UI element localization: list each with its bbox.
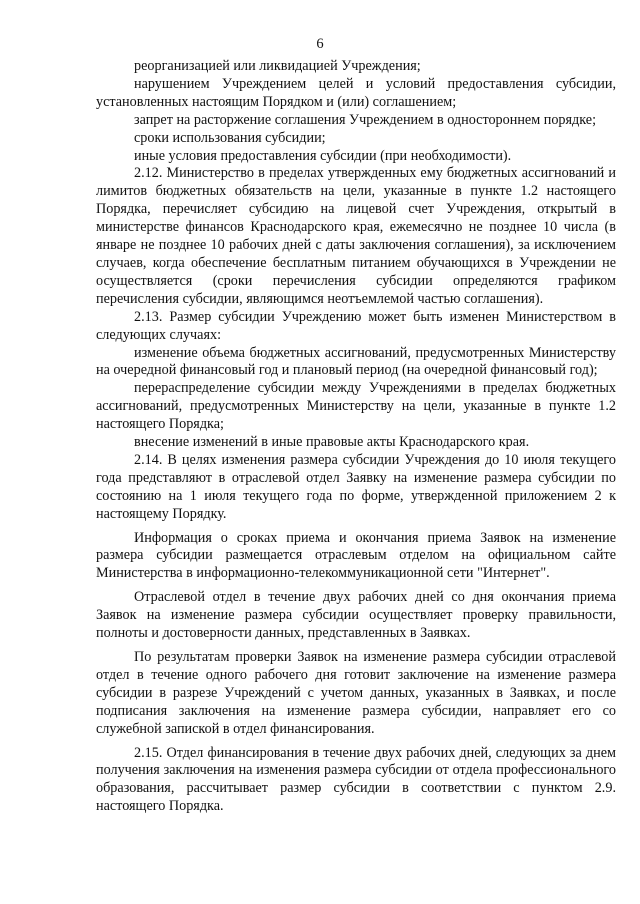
list-item: реорганизацией или ликвидацией Учреждения; (134, 58, 421, 74)
paragraph: По результатам проверки Заявок на изменение размера субсидии отраслевой отдел в течение одного рабочего дня готовит заключение на изменение размера субсидии в разрезе Учреждений с учетом данных, указанных в Заявках, и после подписания заключения на изменение размера субсидии, направляет его со служебной запиской в отдел финансирования. (96, 649, 616, 737)
clause-2-15: 2.15. Отдел финансирования в течение двух рабочих дней, следующих за днем получения заключения на изменения размера субсидии от отдела профессионального образования, рассчитывает размер субсидии в соответствии с пунктом 2.9. настоящего Порядка. (96, 744, 616, 815)
clause-2-12: 2.12. Министерство в пределах утвержденных ему бюджетных ассигнований и лимитов бюджетных обязательств на цели, указанные в пункте 1.2 настоящего Порядка, перечисляет субсидию на лицевой счет Учреждения, открытый в министерстве финансов Краснодарского края, ежемесячно не позднее 10 числа (в январе не позднее 10 рабочих дней с даты заключения соглашения), за исключением случаев, когда обеспечение бесплатным питанием обучающихся в Учреждении не осуществляется (сроки перечисления субсидии определяются графиком перечисления субсидии, являющимся неотъемлемой частью соглашения). (96, 165, 616, 307)
list-item: изменение объема бюджетных ассигнований, предусмотренных Министерству на очередной финансовый год и плановый период (на очередной финансовый год); (96, 344, 616, 379)
list-item: иные условия предоставления субсидии (при необходимости). (134, 147, 512, 164)
list-item: нарушением Учреждением целей и условий предоставления субсидии, установленных настоящим Порядком и (или) соглашением; (96, 75, 616, 110)
list-item: внесение изменений в иные правовые акты Краснодарского края. (134, 434, 530, 451)
list-item: сроки использования субсидии; (134, 129, 326, 146)
list-item: запрет на расторжение соглашения Учреждением в одностороннем порядке; (134, 111, 597, 128)
clause-2-13: 2.13. Размер субсидии Учреждению может быть изменен Министерством в следующих случаях: (96, 308, 616, 343)
clause-2-14: 2.14. В целях изменения размера субсидии Учреждения до 10 июля текущего года представляют в отраслевой отдел Заявку на изменение размера субсидии по состоянию на 1 июля текущего года по форме, утвержденной приложением 2 к настоящему Порядку. (96, 451, 616, 522)
list-item: перераспределение субсидии между Учреждениями в пределах бюджетных ассигнований, предусмотренных Министерству на цели, указанные в пункте 1.2 настоящего Порядка; (96, 380, 616, 433)
page-number: 6 (316, 36, 324, 52)
paragraph: Отраслевой отдел в течение двух рабочих дней со дня окончания приема Заявок на изменение размера субсидии осуществляет проверку правильности, полноты и достоверности данных, представленных в Заявках. (96, 589, 616, 642)
document-body (96, 58, 616, 816)
paragraph: Информация о сроках приема и окончания приема Заявок на изменение размера субсидии размещается отраслевым отделом на официальном сайте Министерства в информационно-телекоммуникационной сети "Интернет". (96, 529, 616, 582)
